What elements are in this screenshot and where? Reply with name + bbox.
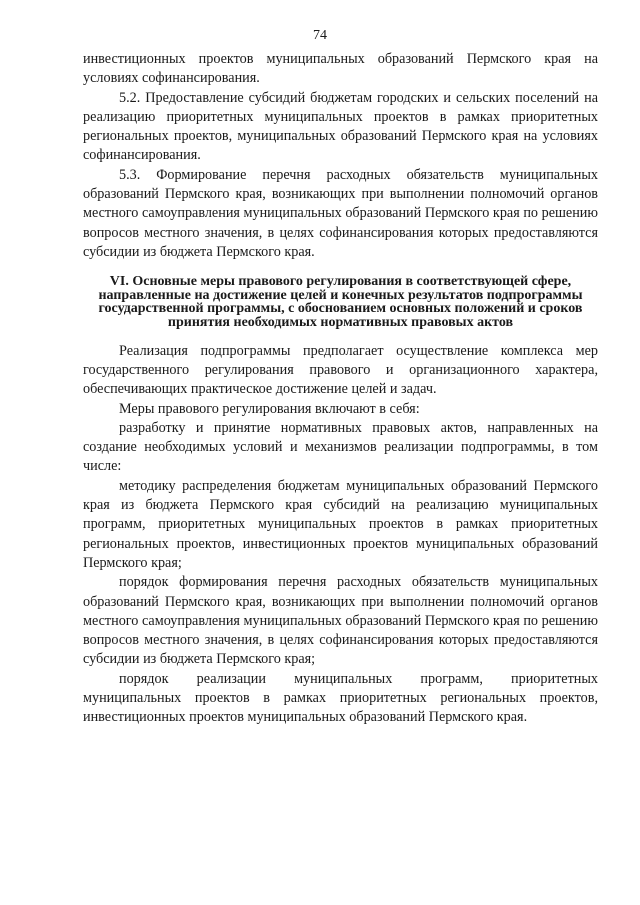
section-heading: VI. Основные меры правового регулирования в соответствующей сфере, направленные на достижение целей и конечных результатов подпрограммы государственной программы, с обоснованием основных положений и сроков принятия необходимых нормативных правовых актов [98,274,583,331]
document-body [83,50,598,728]
list-item-procedure: порядок реализации муниципальных программ, приоритетных муниципальных проектов в рамках приоритетных региональных проектов, инвестиционных проектов муниципальных образований Пермского края. [83,670,598,726]
list-item-development: разработку и принятие нормативных правовых актов, направленных на создание необходимых условий и механизмов реализации подпрограммы, в том числе: [83,419,598,475]
list-item-obligations: порядок формирования перечня расходных обязательств муниципальных образований Пермского края, возникающих при выполнении полномочий органов местного самоуправления муниципальных образований Пермского края по решению вопросов местного значения, в целях софинансирования которых предоставляются субсидии из бюджета Пермского края; [83,574,598,668]
paragraph-5-3: 5.3. Формирование перечня расходных обязательств муниципальных образований Пермского края, возникающих при выполнении полномочий органов местного самоуправления муниципальных образований Пермского края по решению вопросов местного значения, в целях софинансирования которых предоставляются субсидии из бюджета Пермского края. [83,166,598,260]
paragraph-5-2: 5.2. Предоставление субсидий бюджетам городских и сельских поселений на реализацию приоритетных муниципальных проектов в рамках приоритетных региональных проектов, муниципальных образований Пермского края на условиях софинансирования. [83,89,598,164]
paragraph-measures: Меры правового регулирования включают в себя: [119,400,420,417]
page-number: 74 [313,28,327,43]
paragraph-continuation: инвестиционных проектов муниципальных образований Пермского края на условиях софинансирования. [83,51,598,87]
list-item-methodology: методику распределения бюджетам муниципальных образований Пермского края из бюджета Пермского края субсидий на реализацию муниципальных программ, приоритетных муниципальных проектов в рамках приоритетных региональных проектов, инвестиционных проектов муниципальных образований Пермского края; [83,477,598,571]
paragraph-implementation: Реализация подпрограммы предполагает осуществление комплекса мер государственного регулирования правового и организационного характера, обеспечивающих практическое достижение целей и задач. [83,342,598,398]
